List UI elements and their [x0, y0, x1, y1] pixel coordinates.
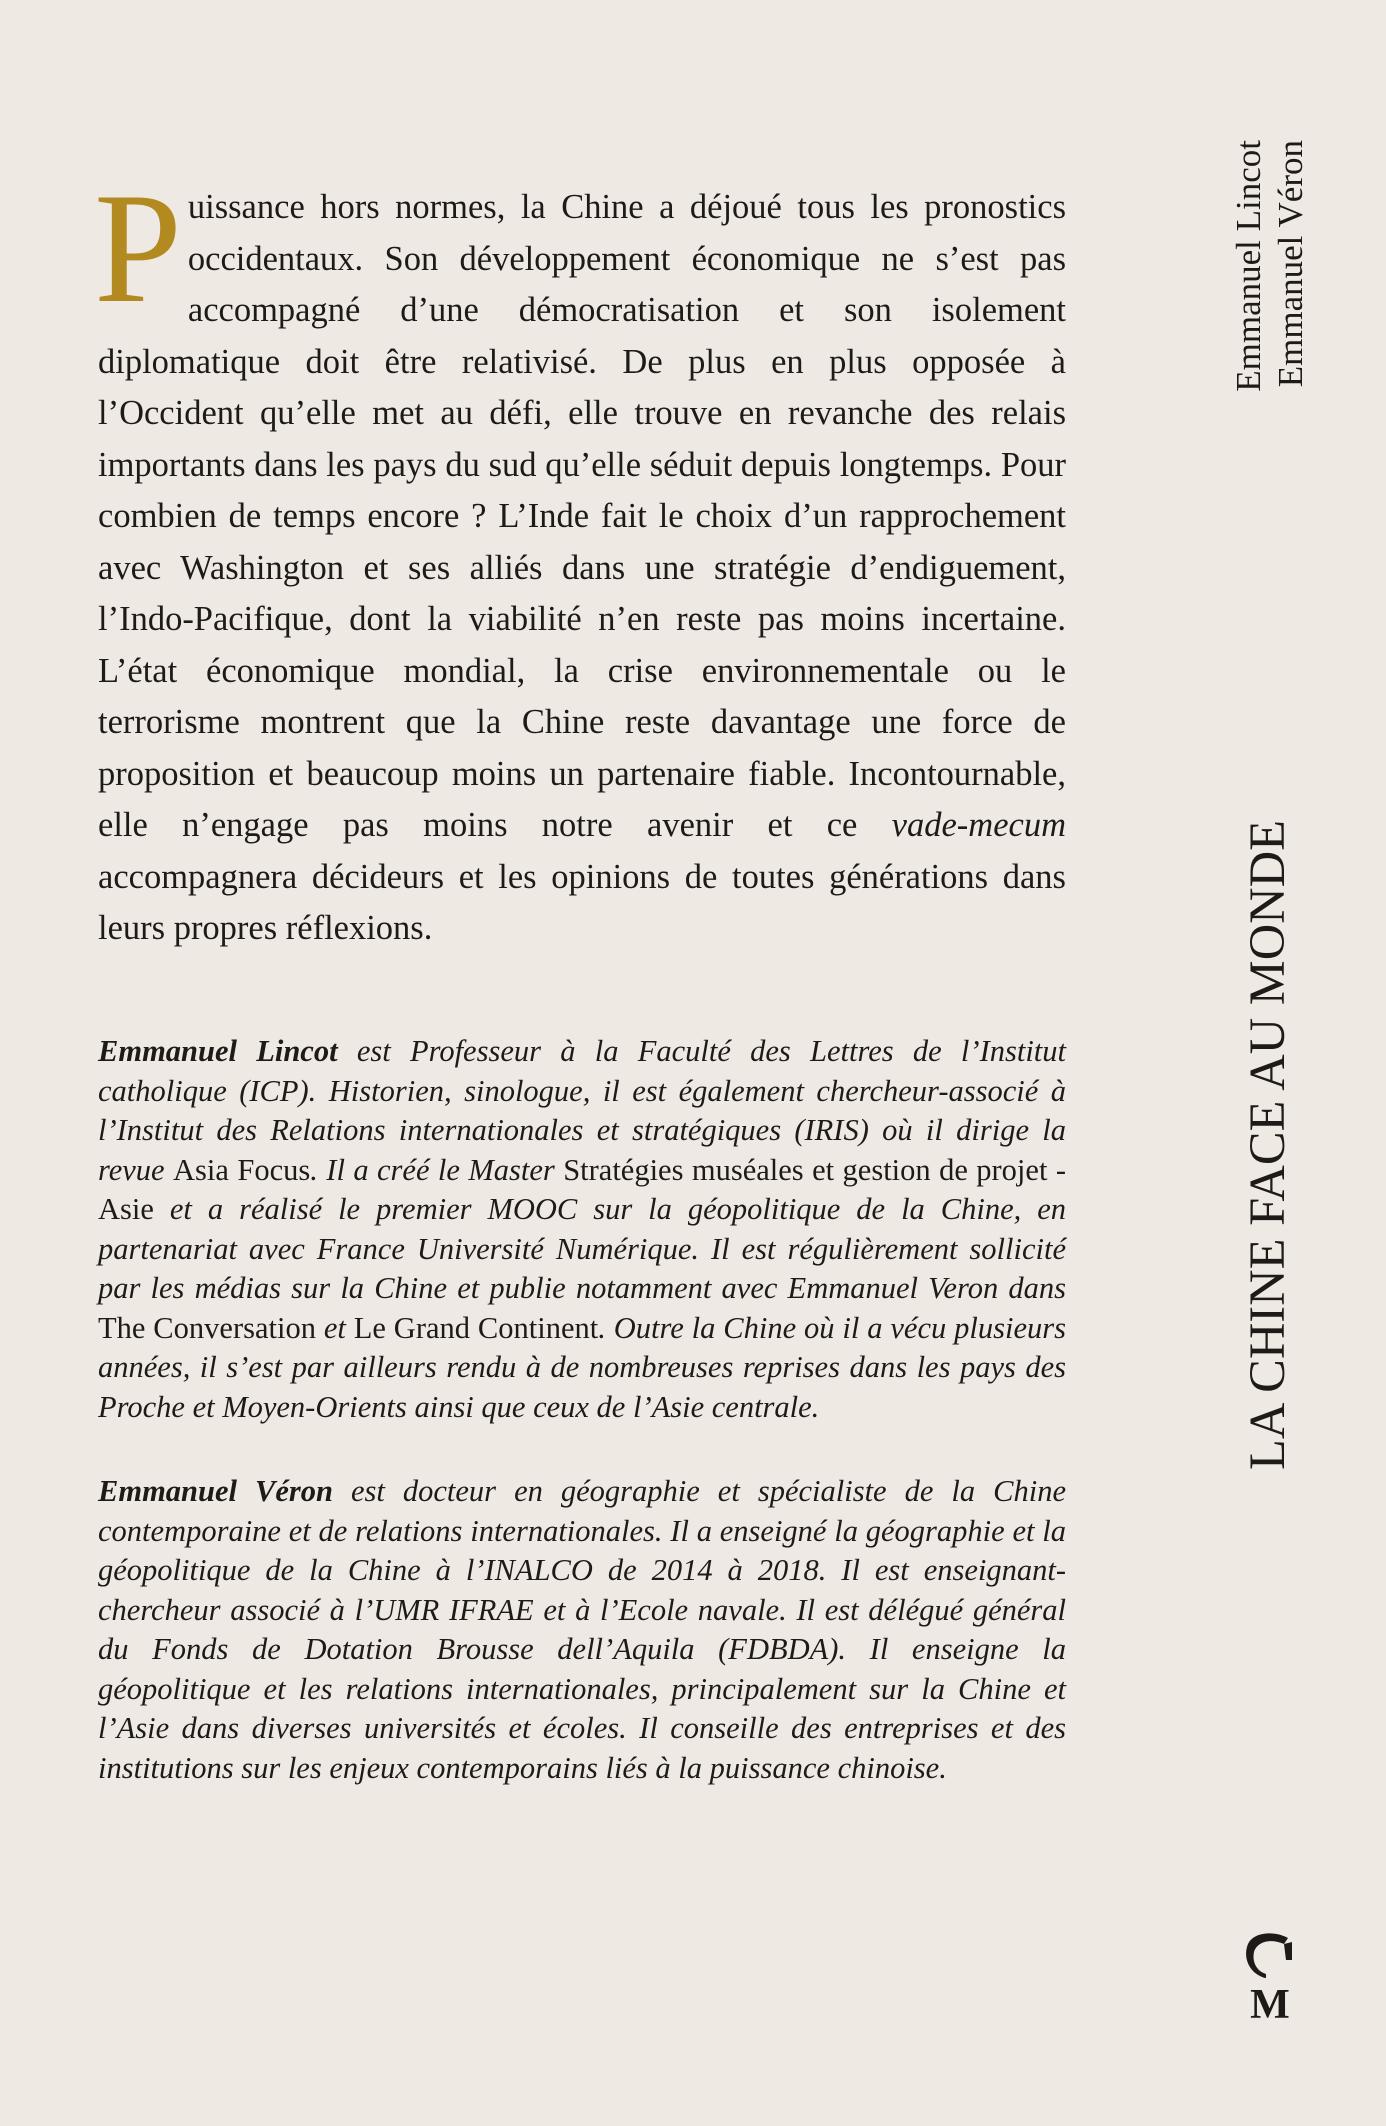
bio-lincot-text-2: . Il a créé le Master	[310, 1152, 564, 1187]
publisher-letter-m: M	[1250, 1982, 1290, 2022]
publisher-monogram-icon	[1240, 1930, 1300, 2022]
publication-title-2: Le Grand Continent	[353, 1310, 599, 1345]
spine-author-2: Emmanuel Véron	[1271, 140, 1310, 388]
bio-veron-text: est docteur en géographie et spécialiste de la Chine contemporaine et de relations internationales. Il a enseigné la géographie et la géopolitique de la Chine à l’INALCO de 2014 à 2018. Il est enseignant-chercheur associé à l’UMR IFRAE et à l’Ecole navale. Il est délégué général du Fonds de Dotation Brousse dell’Aquila (FDBDA). Il enseigne la géopolitique et les relations internationales, principalement sur la Chine et l’Asie dans diverses universités et écoles. Il conseille des entreprises et des institutions sur les enjeux contemporains liés à la puissance chinoise.	[98, 1474, 1066, 1785]
book-title: LA CHINE FACE AU MONDE	[1239, 820, 1295, 1470]
bio-lincot-text-1: est Professeur à la Faculté des Lettres de l’Institut catholique (ICP). Historien, sinologue, il est également chercheur-associé à l’Institut des Relations internationales et stratégiques (IRIS) où il dirige la revue	[98, 1034, 1066, 1187]
blurb-paragraph	[94, 161, 1066, 955]
author-bio-lincot	[98, 1032, 1066, 1427]
bio-lincot-text-3: et a réalisé le premier MOOC sur la géopolitique de la Chine, en partenariat avec France Université Numérique. Il est régulièrement sollicité par les médias sur la Chine et publie notamment avec Emmanuel Veron dans	[98, 1192, 1066, 1305]
spine-authors	[1228, 140, 1308, 480]
author-bio-veron	[98, 1472, 1066, 1788]
author-name-veron: Emmanuel Véron	[98, 1474, 333, 1508]
drop-cap: P	[94, 161, 182, 336]
blurb-text: uissance hors normes, la Chine a déjoué tous les pronostics occidentaux. Son développement économique ne s’est pas accompagné d’une démocratisation et son isolement diplomatique doit être relativisé. De plus en plus opposée à l’Occident qu’elle met au défi, elle trouve en revanche des relais importants dans les pays du sud qu’elle séduit depuis longtemps. Pour combien de temps encore ? L’Inde fait le choix d’un rapprochement avec Washington et ses alliés dans une stratégie d’endiguement, l’Indo-Pacifique, dont la viabilité n’en reste pas moins incertaine. L’état économique mondial, la crise environnementale ou le terrorisme montrent que la Chine reste davantage une force de proposition et beaucoup moins un partenaire fiable. Incontournable, elle n’engage pas moins notre avenir et ce	[98, 188, 1066, 844]
spine-title	[1235, 650, 1299, 1470]
author-name-lincot: Emmanuel Lincot	[98, 1034, 338, 1068]
spine-author-1: Emmanuel Lincot	[1229, 140, 1268, 392]
journal-title: Asia Focus	[173, 1152, 311, 1187]
bio-lincot-text-5: . Outre la Chine où il a vécu plusieurs années, il s’est par ailleurs rendu à de nombreuses reprises dans les pays des Proche et Moyen-Orients ainsi que ceux de l’Asie centrale.	[98, 1310, 1066, 1424]
master-title: Stratégies muséales et gestion de projet - Asie	[98, 1152, 1066, 1226]
bio-lincot-text-4: et	[315, 1310, 354, 1345]
publication-title-1: The Conversation	[98, 1310, 316, 1345]
blurb-text-end: accompagnera décideurs et les opinions de toutes générations dans leurs propres réflexions.	[98, 857, 1066, 947]
blurb-emphasis: vade-mecum	[891, 806, 1066, 844]
